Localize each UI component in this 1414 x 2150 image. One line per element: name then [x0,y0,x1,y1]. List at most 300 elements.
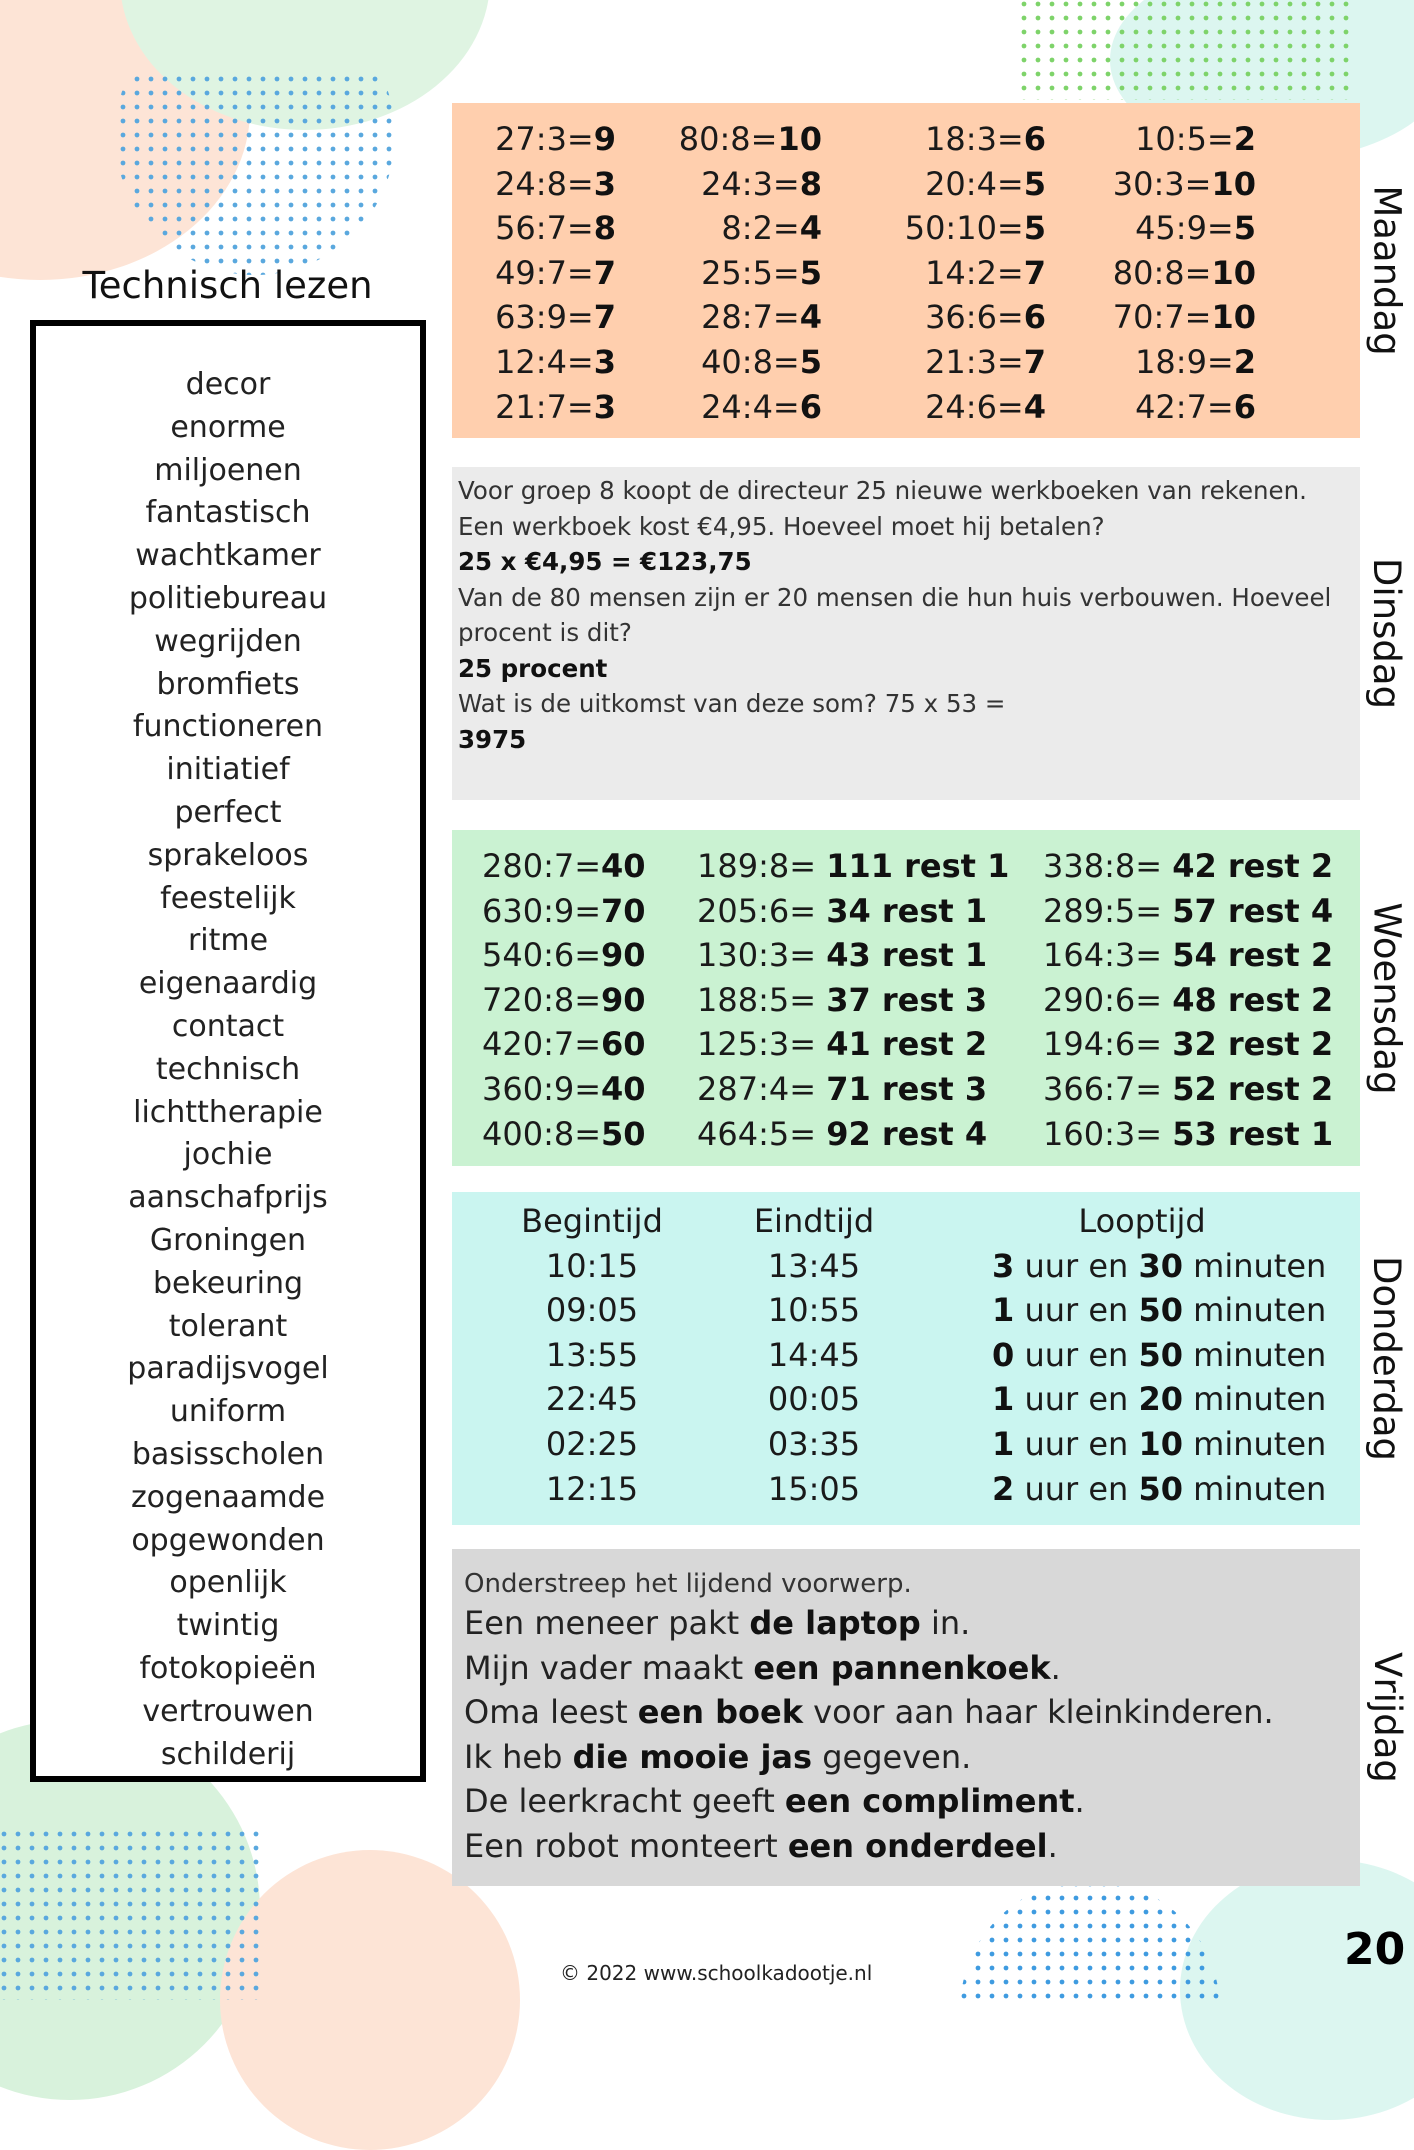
maandag-sum [1046,117,1256,162]
sum-question: 360:9= [482,1069,602,1108]
sum-answer: 7 [1023,342,1046,381]
vrijdag-label: Vrijdag [1365,1652,1409,1783]
eindtijd-cell: 14:45 [767,1335,861,1374]
word-item: opgewonden [131,1522,325,1558]
sum-question: 21:7= [495,387,594,426]
sum-question: 420:7= [482,1025,602,1064]
sum-question: 130:3= [697,936,827,975]
begintijd-cell: 10:15 [545,1246,639,1285]
donderdag-header-row [452,1199,1360,1244]
sum-question: 18:9= [1135,342,1234,381]
woensdag-sum [1043,933,1333,978]
sum-question: 80:8= [678,120,778,158]
word-item: feestelijk [160,880,296,916]
word-item: politiebureau [128,580,328,616]
sum-question: 400:8= [482,1114,602,1153]
woensdag-sum [1043,889,1333,934]
eindtijd-cell: 00:05 [767,1380,861,1419]
sentence-start: Ik heb [464,1737,573,1776]
sum-question: 164:3= [1043,936,1173,975]
woensdag-row [452,933,1360,978]
woensdag-sum [697,978,987,1023]
word-item: uniform [169,1394,287,1430]
vrijdag-sentence [464,1690,1348,1735]
begintijd-cell: 09:05 [545,1291,639,1330]
donderdag-row [452,1333,1360,1378]
sum-question: 45:9= [1135,209,1234,248]
lijdend-voorwerp: een onderdeel [787,1826,1048,1865]
sum-answer: 40 [601,847,646,885]
maandag-sum [1046,162,1256,207]
maandag-sum [616,385,822,430]
word-item: zogenaamde [130,1479,326,1515]
sum-answer: 7 [1023,253,1046,292]
word-item: aanschafprijs [128,1180,328,1216]
word-item: openlijk [169,1565,287,1601]
woensdag-sum [482,889,646,934]
woensdag-row [452,889,1360,934]
maandag-row [452,340,1360,385]
woensdag-sum [697,844,1009,889]
looptijd-minuten-text: minuten [1183,1424,1327,1463]
page-number: 20 [1344,1924,1406,1975]
vrijdag-sentence [464,1779,1348,1824]
sum-answer: 6 [1023,120,1046,158]
woensdag-sum [482,1112,646,1157]
sum-question: 28:7= [701,298,800,337]
sum-question: 205:6= [697,891,827,930]
donderdag-row [452,1422,1360,1467]
lijdend-voorwerp: die mooie jas [572,1737,813,1776]
word-item: Groningen [149,1222,307,1258]
sum-answer: 70 [601,891,646,930]
sum-answer: 5 [799,342,822,381]
sum-question: 720:8= [482,980,602,1019]
sum-answer: 4 [799,298,822,337]
eindtijd-cell: 15:05 [767,1469,861,1508]
footer-copyright: © 2022 www.schoolkadootje.nl [560,1961,873,1985]
decor-dots-blue-bottomleft [0,1830,260,2000]
word-item: decor [185,367,271,402]
word-item: bekeuring [153,1265,303,1301]
maandag-sums [452,117,1360,429]
looptijd-uur-text: uur en [1014,1335,1139,1374]
donderdag-row [452,1377,1360,1422]
looptijd-cell [992,1288,1327,1333]
looptijd-cell [992,1377,1327,1422]
sum-answer: 10 [1211,164,1256,203]
word-item: fotokopieën [139,1650,317,1686]
sum-question: 8:2= [721,209,800,248]
sentence-end: voor aan haar kleinkinderen. [803,1693,1274,1732]
sum-answer: 5 [1023,209,1046,248]
sum-answer: 7 [593,253,616,292]
sum-question: 290:6= [1043,980,1173,1019]
maandag-sum [822,117,1046,162]
sum-answer: 4 [799,209,822,248]
sum-answer: 71 rest 3 [826,1069,988,1108]
sum-answer: 8 [799,164,822,203]
looptijd-uur-text: uur en [1014,1380,1139,1419]
vrijdag-sentences [464,1601,1348,1869]
sum-answer: 90 [601,980,646,1019]
vrijdag-instruction: Onderstreep het lijdend voorwerp. [464,1569,912,1599]
maandag-sum [452,206,616,251]
looptijd-uur-text: uur en [1014,1246,1139,1285]
woensdag-row [452,1112,1360,1157]
looptijd-minuten: 10 [1138,1424,1183,1463]
vrijdag-sentence [464,1646,1348,1691]
decor-dots-green-topright [1020,0,1350,100]
maandag-sum [616,340,822,385]
looptijd-uur: 2 [992,1469,1015,1508]
sum-answer: 53 rest 1 [1172,1114,1334,1153]
sum-question: 287:4= [697,1069,827,1108]
woensdag-sum [697,1067,987,1112]
decor-circle-peach-bottom [220,1850,520,2150]
woensdag-sum [1043,1022,1333,1067]
looptijd-cell [992,1422,1327,1467]
vrijdag-panel [452,1549,1360,1886]
word-list [36,364,420,1776]
maandag-sum [822,206,1046,251]
begintijd-cell: 13:55 [545,1335,639,1374]
maandag-row [452,206,1360,251]
sum-question: 42:7= [1135,387,1234,426]
lijdend-voorwerp: een pannenkoek [753,1648,1051,1687]
header-begintijd: Begintijd [521,1202,663,1240]
sentence-end: in. [920,1604,971,1642]
woensdag-sum [482,1067,646,1112]
sum-question: 189:8= [697,847,827,885]
sum-question: 30:3= [1112,164,1212,203]
lijdend-voorwerp: de laptop [749,1604,921,1642]
dinsdag-question-1: Voor groep 8 koopt de directeur 25 nieuwe werkboeken van rekenen. Een werkboek kost €4,95. Hoeveel moet hij betalen? [458,476,1307,541]
word-item: jochie [183,1137,273,1173]
maandag-sum [616,162,822,207]
sum-answer: 10 [1211,253,1256,292]
maandag-row [452,251,1360,296]
looptijd-minuten-text: minuten [1183,1469,1327,1508]
sum-answer: 6 [1233,387,1256,426]
dinsdag-label: Dinsdag [1365,557,1409,710]
looptijd-minuten: 20 [1138,1380,1183,1419]
sum-answer: 3 [593,164,616,203]
word-item: fantastisch [145,495,311,531]
begintijd-cell: 22:45 [545,1380,639,1419]
maandag-row [452,162,1360,207]
sum-question: 24:4= [701,387,800,426]
looptijd-minuten-text: minuten [1183,1246,1327,1285]
eindtijd-cell: 13:45 [767,1246,861,1285]
word-item: contact [171,1008,285,1044]
looptijd-uur: 1 [992,1291,1015,1330]
looptijd-uur-text: uur en [1014,1291,1139,1330]
word-item: functioneren [132,709,324,745]
sum-question: 25:5= [701,253,800,292]
sum-answer: 48 rest 2 [1172,980,1334,1019]
woensdag-sum [697,889,987,934]
sum-answer: 41 rest 2 [826,1025,988,1064]
maandag-sum [1046,206,1256,251]
lijdend-voorwerp: een compliment [784,1782,1075,1821]
sum-answer: 37 rest 3 [826,980,988,1019]
maandag-sum [1046,340,1256,385]
looptijd-cell [992,1244,1327,1289]
header-eindtijd: Eindtijd [753,1202,875,1240]
maandag-sum [822,295,1046,340]
sum-question: 63:9= [495,298,594,337]
sum-question: 10:5= [1135,120,1234,158]
looptijd-minuten-text: minuten [1183,1380,1327,1419]
begintijd-cell: 12:15 [545,1469,639,1508]
sum-question: 50:10= [904,209,1024,248]
sum-question: 18:3= [925,120,1024,158]
looptijd-minuten-text: minuten [1183,1335,1327,1374]
sentence-end: . [1047,1826,1058,1865]
sentence-start: Oma leest [464,1693,638,1732]
donderdag-label: Donderdag [1365,1255,1409,1462]
dinsdag-answer-3: 3975 [458,724,527,754]
looptijd-uur-text: uur en [1014,1469,1139,1508]
donderdag-panel [452,1192,1360,1525]
sentence-start: Mijn vader maakt [464,1648,754,1687]
word-item: initiatief [166,752,290,788]
word-item: wachtkamer [135,538,321,574]
sum-answer: 43 rest 1 [826,936,988,975]
sum-question: 12:4= [495,342,594,381]
word-item: tolerant [168,1308,288,1344]
sum-question: 21:3= [925,342,1024,381]
sentence-end: . [1050,1648,1061,1687]
woensdag-sum [482,1022,646,1067]
sum-answer: 40 [601,1069,646,1108]
woensdag-row [452,1022,1360,1067]
sum-question: 36:6= [925,298,1024,337]
maandag-sum [452,162,616,207]
looptijd-minuten: 50 [1138,1291,1183,1330]
sum-answer: 5 [799,253,822,292]
sentence-start: De leerkracht geeft [464,1782,785,1821]
sum-answer: 57 rest 4 [1172,891,1334,930]
sum-answer: 10 [1211,298,1256,337]
maandag-sum [452,251,616,296]
maandag-sum [616,295,822,340]
sum-question: 24:3= [701,164,800,203]
header-looptijd: Looptijd [1078,1202,1206,1240]
word-item: twintig [176,1608,280,1644]
woensdag-panel [452,830,1360,1166]
sum-question: 14:2= [925,253,1024,292]
sum-question: 366:7= [1043,1069,1173,1108]
looptijd-uur-text: uur en [1014,1424,1139,1463]
technisch-lezen-title: Technisch lezen [82,264,373,307]
maandag-sum [1046,251,1256,296]
sum-answer: 9 [593,120,616,158]
word-item: eigenaardig [138,966,318,1002]
sum-answer: 8 [593,209,616,248]
maandag-sum [616,117,822,162]
eindtijd-cell: 03:35 [767,1424,861,1463]
looptijd-uur: 0 [992,1335,1015,1374]
sum-answer: 5 [1233,209,1256,248]
woensdag-sum [1043,1067,1333,1112]
sum-question: 70:7= [1112,298,1212,337]
vrijdag-sentence [464,1735,1348,1780]
sum-answer: 60 [601,1025,646,1064]
decor-dots-blue-bottomright [960,1880,1220,2000]
word-item: basisscholen [131,1436,325,1472]
looptijd-uur: 1 [992,1380,1015,1419]
dinsdag-question-3: Wat is de uitkomst van deze som? 75 x 53 = [458,689,1006,718]
woensdag-sum [1043,978,1333,1023]
decor-dots-blue-top [105,75,405,275]
sum-answer: 34 rest 1 [826,891,988,930]
word-item: vertrouwen [142,1693,314,1729]
sum-answer: 6 [799,387,822,426]
woensdag-row [452,844,1360,889]
maandag-sum [452,340,616,385]
woensdag-sum [482,933,646,978]
sum-answer: 42 rest 2 [1172,847,1334,885]
sum-question: 27:3= [495,120,594,158]
woensdag-row [452,1067,1360,1112]
maandag-row [452,385,1360,430]
sum-question: 40:8= [701,342,800,381]
word-item: technisch [155,1051,301,1087]
sum-question: 338:8= [1043,847,1173,885]
maandag-sum [822,251,1046,296]
woensdag-sum [697,1112,987,1157]
sentence-end: . [1074,1782,1085,1821]
sum-answer: 3 [593,342,616,381]
woensdag-sums [452,844,1360,1156]
sum-question: 280:7= [482,847,602,885]
sum-question: 630:9= [482,891,602,930]
woensdag-sum [482,978,646,1023]
sum-question: 464:5= [697,1114,827,1153]
sum-question: 20:4= [925,164,1024,203]
dinsdag-question-2: Van de 80 mensen zijn er 20 mensen die hun huis verbouwen. Hoeveel procent is dit? [458,582,1332,647]
maandag-sum [452,385,616,430]
sum-question: 160:3= [1043,1114,1173,1153]
sum-answer: 6 [1023,298,1046,337]
looptijd-minuten-text: minuten [1183,1291,1327,1330]
woensdag-label: Woensdag [1365,901,1409,1095]
looptijd-minuten: 50 [1138,1335,1183,1374]
maandag-sum [1046,295,1256,340]
word-item: ritme [187,923,269,959]
woensdag-row [452,978,1360,1023]
eindtijd-cell: 10:55 [767,1291,861,1330]
sum-question: 49:7= [495,253,594,292]
word-item: perfect [174,794,282,830]
looptijd-minuten: 50 [1138,1469,1183,1508]
sum-question: 125:3= [697,1025,827,1064]
sum-answer: 32 rest 2 [1172,1025,1334,1064]
looptijd-cell [992,1467,1327,1512]
donderdag-row [452,1244,1360,1289]
woensdag-sum [482,844,646,889]
word-item: miljoenen [154,452,302,488]
sum-answer: 10 [777,120,822,158]
looptijd-uur: 3 [992,1246,1015,1285]
sum-answer: 7 [593,298,616,337]
maandag-label: Maandag [1365,185,1409,356]
woensdag-sum [1043,844,1333,889]
sum-question: 194:6= [1043,1025,1173,1064]
sum-question: 289:5= [1043,891,1173,930]
sentence-start: Een meneer pakt [464,1604,750,1642]
vrijdag-sentence [464,1601,1348,1646]
sum-question: 24:8= [495,164,594,203]
maandag-row [452,295,1360,340]
sum-question: 80:8= [1112,253,1212,292]
donderdag-row [452,1467,1360,1512]
woensdag-sum [697,1022,987,1067]
sum-answer: 90 [601,936,646,975]
word-item: bromfiets [156,666,300,702]
maandag-sum [822,162,1046,207]
maandag-sum [822,340,1046,385]
donderdag-row [452,1288,1360,1333]
woensdag-sum [1043,1112,1333,1157]
sum-answer: 50 [601,1114,646,1153]
sum-answer: 54 rest 2 [1172,936,1334,975]
maandag-panel [452,103,1360,438]
word-item: wegrijden [154,623,302,659]
lijdend-voorwerp: een boek [637,1693,803,1732]
sum-question: 24:6= [925,387,1024,426]
dinsdag-panel [452,467,1360,800]
begintijd-cell: 02:25 [545,1424,639,1463]
maandag-sum [616,206,822,251]
maandag-sum [616,251,822,296]
word-item: schilderij [160,1736,296,1772]
maandag-sum [822,385,1046,430]
maandag-sum [452,117,616,162]
dinsdag-answer-2: 25 procent [458,653,608,683]
word-list-box [30,320,426,1782]
looptijd-uur: 1 [992,1424,1015,1463]
woensdag-sum [697,933,987,978]
sum-answer: 92 rest 4 [826,1114,988,1153]
sum-answer: 4 [1023,387,1046,426]
sentence-start: Een robot monteert [464,1826,788,1865]
sum-answer: 3 [593,387,616,426]
sum-question: 540:6= [482,936,602,975]
word-item: paradijsvogel [127,1351,329,1387]
sum-answer: 52 rest 2 [1172,1069,1334,1108]
word-item: enorme [170,409,286,445]
sum-question: 188:5= [697,980,827,1019]
sum-answer: 2 [1233,342,1256,381]
vrijdag-sentence [464,1824,1348,1869]
looptijd-cell [992,1333,1327,1378]
sum-answer: 111 rest 1 [826,847,1010,885]
maandag-sum [1046,385,1256,430]
dinsdag-answer-1: 25 x €4,95 = €123,75 [458,547,752,576]
maandag-sum [452,295,616,340]
word-item: lichttherapie [133,1094,323,1130]
sum-answer: 2 [1233,120,1256,158]
sentence-end: gegeven. [812,1737,972,1776]
maandag-row [452,117,1360,162]
sum-answer: 5 [1023,164,1046,203]
sum-question: 56:7= [495,209,594,248]
looptijd-minuten: 30 [1138,1246,1183,1285]
word-item: sprakeloos [147,837,309,873]
